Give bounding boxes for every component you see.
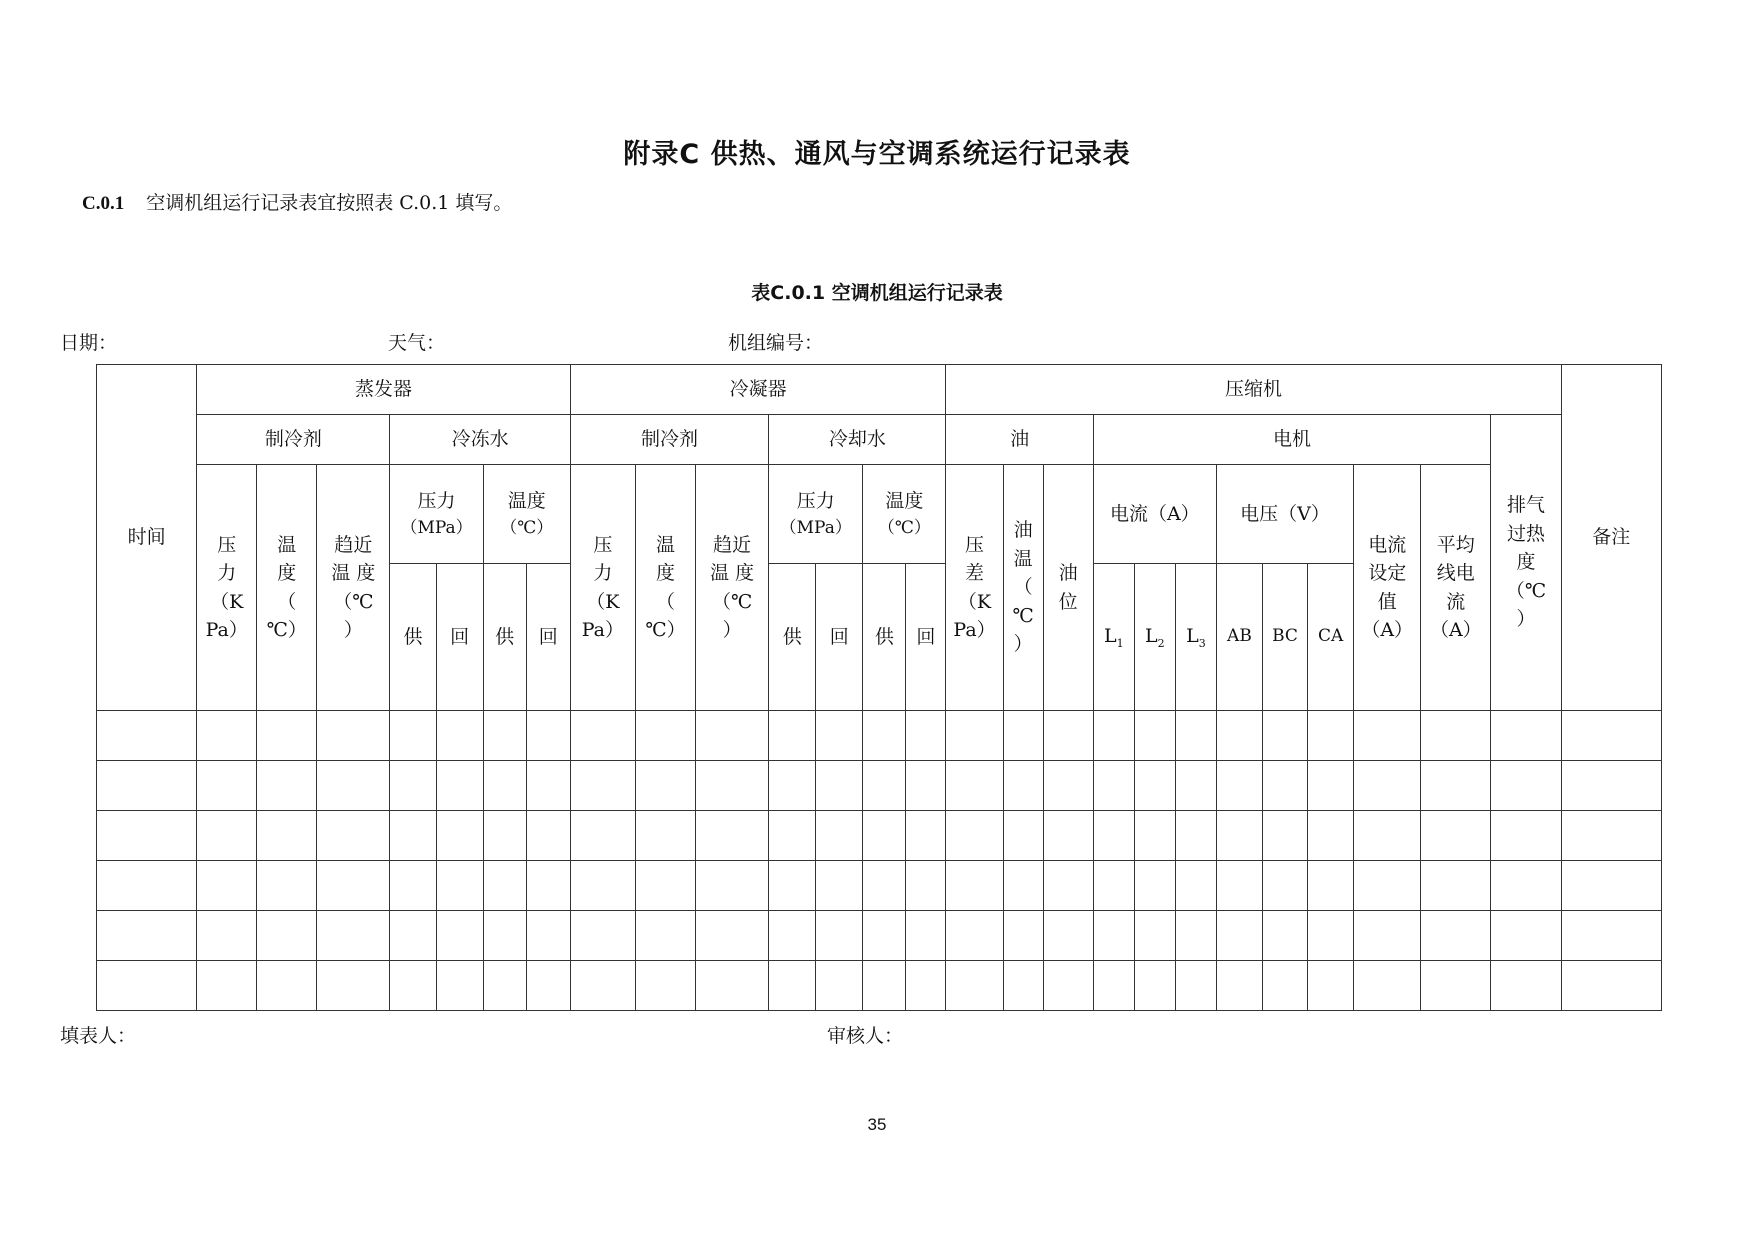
clause-text: 空调机组运行记录表宜按照表 C.0.1 填写。 bbox=[146, 192, 513, 214]
entry-cell[interactable] bbox=[1491, 961, 1561, 1011]
header-cooling-temperature: 温度 （℃） bbox=[863, 465, 946, 564]
header-chilled-supply-temp: 供 bbox=[483, 564, 526, 711]
entry-cell[interactable] bbox=[1354, 811, 1421, 861]
entry-cell[interactable] bbox=[1421, 761, 1491, 811]
entry-cell[interactable] bbox=[483, 711, 526, 761]
unit-number-label: 机组编号： bbox=[728, 332, 824, 354]
header-evap-temperature: 温 度 （ ℃） bbox=[257, 465, 317, 711]
entry-cell[interactable] bbox=[946, 911, 1003, 961]
header-current-l1: $L_1$ bbox=[1093, 564, 1134, 711]
entry-cell[interactable] bbox=[816, 711, 863, 761]
entry-cell[interactable] bbox=[863, 911, 906, 961]
entry-cell[interactable] bbox=[1421, 861, 1491, 911]
entry-cell[interactable] bbox=[197, 811, 257, 861]
entry-cell[interactable] bbox=[635, 911, 695, 961]
entry-cell[interactable] bbox=[483, 911, 526, 961]
header-voltage: 电压（V） bbox=[1216, 465, 1353, 564]
entry-cell[interactable] bbox=[1561, 711, 1661, 761]
entry-cell[interactable] bbox=[1262, 861, 1307, 911]
entry-cell[interactable] bbox=[1262, 811, 1307, 861]
entry-cell[interactable] bbox=[436, 711, 483, 761]
header-chilled-pressure: 压力 （MPa） bbox=[390, 465, 483, 564]
entry-cell[interactable] bbox=[1093, 911, 1134, 961]
entry-cell[interactable] bbox=[483, 961, 526, 1011]
header-oil-temperature: 油 温 （ ℃ ） bbox=[1003, 465, 1043, 711]
entry-cell[interactable] bbox=[816, 861, 863, 911]
header-cooling-pressure: 压力 （MPa） bbox=[769, 465, 863, 564]
entry-cell[interactable] bbox=[1308, 811, 1354, 861]
entry-cell[interactable] bbox=[1043, 911, 1093, 961]
entry-cell[interactable] bbox=[526, 861, 570, 911]
entry-cell[interactable] bbox=[1175, 961, 1216, 1011]
entry-cell[interactable] bbox=[1003, 761, 1043, 811]
entry-cell[interactable] bbox=[1175, 711, 1216, 761]
entry-cell[interactable] bbox=[863, 961, 906, 1011]
entry-cell[interactable] bbox=[946, 711, 1003, 761]
entry-cell[interactable] bbox=[863, 861, 906, 911]
entry-cell[interactable] bbox=[1262, 761, 1307, 811]
header-cooling-supply-pressure: 供 bbox=[769, 564, 816, 711]
header-current-l3: $L_3$ bbox=[1175, 564, 1216, 711]
header-cooling-return-pressure: 回 bbox=[816, 564, 863, 711]
header-oil: 油 bbox=[946, 415, 1093, 465]
entry-cell[interactable] bbox=[1561, 911, 1661, 961]
entry-cell[interactable] bbox=[390, 911, 436, 961]
entry-cell[interactable] bbox=[946, 961, 1003, 1011]
entry-cell[interactable] bbox=[526, 711, 570, 761]
entry-cell[interactable] bbox=[1134, 861, 1175, 911]
entry-cell[interactable] bbox=[1262, 711, 1307, 761]
entry-cell[interactable] bbox=[1175, 811, 1216, 861]
entry-cell[interactable] bbox=[1308, 861, 1354, 911]
entry-cell[interactable] bbox=[816, 911, 863, 961]
entry-cell[interactable] bbox=[1003, 811, 1043, 861]
entry-cell[interactable] bbox=[906, 711, 946, 761]
entry-cell[interactable] bbox=[1216, 961, 1262, 1011]
page-title: 附录C 供热、通风与空调系统运行记录表 bbox=[623, 139, 1131, 170]
entry-cell[interactable] bbox=[483, 861, 526, 911]
header-current-l2: $L_2$ bbox=[1134, 564, 1175, 711]
entry-cell[interactable] bbox=[1093, 961, 1134, 1011]
table-row bbox=[97, 911, 1662, 961]
date-label: 日期： bbox=[60, 332, 118, 354]
header-cooling-supply-temp: 供 bbox=[863, 564, 906, 711]
table-row bbox=[97, 811, 1662, 861]
entry-cell[interactable] bbox=[1561, 861, 1661, 911]
entry-cell[interactable] bbox=[317, 861, 390, 911]
header-chilled-water: 冷冻水 bbox=[390, 415, 570, 465]
entry-cell[interactable] bbox=[526, 911, 570, 961]
entry-cell[interactable] bbox=[1308, 961, 1354, 1011]
entry-cell[interactable] bbox=[1134, 761, 1175, 811]
page-number: 35 bbox=[867, 1115, 887, 1134]
entry-cell[interactable] bbox=[1354, 861, 1421, 911]
header-evaporator: 蒸发器 bbox=[197, 365, 571, 415]
entry-cell[interactable] bbox=[816, 811, 863, 861]
entry-cell[interactable] bbox=[526, 811, 570, 861]
entry-cell[interactable] bbox=[197, 861, 257, 911]
header-evap-refrigerant: 制冷剂 bbox=[197, 415, 390, 465]
entry-cell[interactable] bbox=[257, 961, 317, 1011]
entry-cell[interactable] bbox=[1175, 911, 1216, 961]
entry-cell[interactable] bbox=[257, 711, 317, 761]
entry-cell[interactable] bbox=[436, 811, 483, 861]
entry-cell[interactable] bbox=[483, 811, 526, 861]
header-chilled-return-temp: 回 bbox=[526, 564, 570, 711]
header-chilled-return-pressure: 回 bbox=[436, 564, 483, 711]
entry-cell[interactable] bbox=[570, 961, 635, 1011]
entry-cell[interactable] bbox=[946, 811, 1003, 861]
entry-cell[interactable] bbox=[1216, 861, 1262, 911]
entry-cell[interactable] bbox=[1262, 911, 1307, 961]
entry-cell[interactable] bbox=[696, 911, 769, 961]
entry-cell[interactable] bbox=[863, 811, 906, 861]
entry-cell[interactable] bbox=[1043, 711, 1093, 761]
header-voltage-ab: AB bbox=[1216, 564, 1262, 711]
entry-cell[interactable] bbox=[436, 961, 483, 1011]
entry-cell[interactable] bbox=[570, 911, 635, 961]
entry-cell[interactable] bbox=[1093, 761, 1134, 811]
entry-cell[interactable] bbox=[317, 761, 390, 811]
header-cond-pressure: 压 力 （K Pa） bbox=[570, 465, 635, 711]
entry-cell[interactable] bbox=[1043, 961, 1093, 1011]
entry-cell[interactable] bbox=[696, 861, 769, 911]
entry-cell[interactable] bbox=[635, 861, 695, 911]
entry-cell[interactable] bbox=[1561, 811, 1661, 861]
entry-cell[interactable] bbox=[696, 961, 769, 1011]
entry-cell[interactable] bbox=[1216, 811, 1262, 861]
entry-cell[interactable] bbox=[906, 811, 946, 861]
entry-cell[interactable] bbox=[317, 961, 390, 1011]
header-time: 时间 bbox=[97, 365, 197, 711]
header-remarks: 备注 bbox=[1561, 365, 1661, 711]
entry-cell[interactable] bbox=[1354, 911, 1421, 961]
entry-cell[interactable] bbox=[257, 811, 317, 861]
entry-cell[interactable] bbox=[1491, 911, 1561, 961]
header-voltage-ca: CA bbox=[1308, 564, 1354, 711]
header-voltage-bc: BC bbox=[1262, 564, 1307, 711]
entry-cell[interactable] bbox=[906, 911, 946, 961]
entry-cell[interactable] bbox=[635, 761, 695, 811]
entry-cell[interactable] bbox=[1043, 861, 1093, 911]
entry-cell[interactable] bbox=[1134, 811, 1175, 861]
entry-cell[interactable] bbox=[1491, 711, 1561, 761]
clause-c01 bbox=[82, 188, 512, 215]
entry-cell[interactable] bbox=[906, 761, 946, 811]
entry-cell[interactable] bbox=[1491, 811, 1561, 861]
filler-label: 填表人： bbox=[60, 1025, 137, 1047]
entry-cell[interactable] bbox=[863, 761, 906, 811]
entry-cell[interactable] bbox=[526, 961, 570, 1011]
entry-cell[interactable] bbox=[1093, 811, 1134, 861]
entry-cell[interactable] bbox=[906, 861, 946, 911]
reviewer-label: 审核人： bbox=[827, 1025, 904, 1047]
header-cooling-return-temp: 回 bbox=[906, 564, 946, 711]
entry-cell[interactable] bbox=[816, 961, 863, 1011]
entry-cell[interactable] bbox=[1421, 911, 1491, 961]
entry-cell[interactable] bbox=[1003, 911, 1043, 961]
entry-cell[interactable] bbox=[1262, 961, 1307, 1011]
entry-cell[interactable] bbox=[1043, 761, 1093, 811]
entry-cell[interactable] bbox=[1491, 861, 1561, 911]
entry-cell[interactable] bbox=[1043, 811, 1093, 861]
entry-cell[interactable] bbox=[769, 911, 816, 961]
clause-number: C.0.1 bbox=[82, 193, 125, 214]
entry-cell[interactable] bbox=[197, 711, 257, 761]
entry-cell[interactable] bbox=[1354, 961, 1421, 1011]
entry-cell[interactable] bbox=[570, 761, 635, 811]
entry-cell[interactable] bbox=[1308, 761, 1354, 811]
entry-cell[interactable] bbox=[390, 761, 436, 811]
entry-cell[interactable] bbox=[317, 911, 390, 961]
entry-cell[interactable] bbox=[570, 861, 635, 911]
entry-cell[interactable] bbox=[257, 861, 317, 911]
entry-cell[interactable] bbox=[1354, 761, 1421, 811]
entry-cell[interactable] bbox=[816, 761, 863, 811]
entry-cell[interactable] bbox=[769, 761, 816, 811]
entry-cell[interactable] bbox=[526, 761, 570, 811]
header-oil-pressure-diff: 压 差 （K Pa） bbox=[946, 465, 1003, 711]
entry-cell[interactable] bbox=[97, 811, 197, 861]
header-motor: 电机 bbox=[1093, 415, 1491, 465]
header-exhaust-superheat: 排气 过热 度 （℃ ） bbox=[1491, 415, 1561, 711]
entry-cell[interactable] bbox=[257, 911, 317, 961]
entry-cell[interactable] bbox=[696, 811, 769, 861]
header-evap-pressure: 压 力 （K Pa） bbox=[197, 465, 257, 711]
entry-cell[interactable] bbox=[1134, 711, 1175, 761]
entry-cell[interactable] bbox=[570, 811, 635, 861]
header-cond-temperature: 温 度 （ ℃） bbox=[635, 465, 695, 711]
entry-cell[interactable] bbox=[1308, 711, 1354, 761]
header-compressor: 压缩机 bbox=[946, 365, 1561, 415]
entry-cell[interactable] bbox=[1175, 861, 1216, 911]
header-chilled-supply-pressure: 供 bbox=[390, 564, 436, 711]
entry-cell[interactable] bbox=[97, 911, 197, 961]
entry-cell[interactable] bbox=[1093, 711, 1134, 761]
entry-cell[interactable] bbox=[436, 761, 483, 811]
entry-cell[interactable] bbox=[696, 761, 769, 811]
entry-cell[interactable] bbox=[483, 761, 526, 811]
entry-cell[interactable] bbox=[1003, 861, 1043, 911]
table-row bbox=[97, 711, 1662, 761]
entry-cell[interactable] bbox=[436, 911, 483, 961]
header-oil-level: 油 位 bbox=[1043, 465, 1093, 711]
entry-cell[interactable] bbox=[769, 961, 816, 1011]
entry-cell[interactable] bbox=[197, 961, 257, 1011]
entry-cell[interactable] bbox=[97, 861, 197, 911]
air-conditioning-unit-log-table bbox=[96, 364, 1662, 1011]
table-row bbox=[97, 861, 1662, 911]
entry-cell[interactable] bbox=[1216, 911, 1262, 961]
header-avg-line-current: 平均 线电 流 （A） bbox=[1421, 465, 1491, 711]
entry-cell[interactable] bbox=[1421, 961, 1491, 1011]
table-row bbox=[97, 961, 1662, 1011]
entry-cell[interactable] bbox=[1216, 711, 1262, 761]
entry-cell[interactable] bbox=[1491, 761, 1561, 811]
header-evap-approach-temp: 趋近 温 度 （℃ ） bbox=[317, 465, 390, 711]
header-current: 电流（A） bbox=[1093, 465, 1216, 564]
entry-cell[interactable] bbox=[635, 711, 695, 761]
entry-cell[interactable] bbox=[635, 811, 695, 861]
entry-cell[interactable] bbox=[1134, 961, 1175, 1011]
entry-cell[interactable] bbox=[1421, 811, 1491, 861]
entry-cell[interactable] bbox=[97, 961, 197, 1011]
header-cooling-water: 冷却水 bbox=[769, 415, 946, 465]
table-row bbox=[97, 761, 1662, 811]
entry-cell[interactable] bbox=[1003, 711, 1043, 761]
entry-cell[interactable] bbox=[317, 711, 390, 761]
entry-cell[interactable] bbox=[197, 911, 257, 961]
entry-cell[interactable] bbox=[570, 711, 635, 761]
entry-cell[interactable] bbox=[97, 711, 197, 761]
entry-cell[interactable] bbox=[436, 861, 483, 911]
entry-cell[interactable] bbox=[390, 711, 436, 761]
entry-cell[interactable] bbox=[1308, 911, 1354, 961]
entry-cell[interactable] bbox=[390, 861, 436, 911]
entry-cell[interactable] bbox=[946, 761, 1003, 811]
entry-cell[interactable] bbox=[257, 761, 317, 811]
header-cond-refrigerant: 制冷剂 bbox=[570, 415, 768, 465]
header-cond-approach-temp: 趋近 温 度 （℃ ） bbox=[696, 465, 769, 711]
entry-cell[interactable] bbox=[1093, 861, 1134, 911]
entry-cell[interactable] bbox=[1134, 911, 1175, 961]
entry-cell[interactable] bbox=[390, 811, 436, 861]
entry-cell[interactable] bbox=[1003, 961, 1043, 1011]
entry-cell[interactable] bbox=[197, 761, 257, 811]
header-condenser: 冷凝器 bbox=[570, 365, 946, 415]
entry-cell[interactable] bbox=[97, 761, 197, 811]
entry-cell[interactable] bbox=[1561, 761, 1661, 811]
entry-cell[interactable] bbox=[635, 961, 695, 1011]
entry-cell[interactable] bbox=[769, 811, 816, 861]
entry-cell[interactable] bbox=[769, 711, 816, 761]
entry-cell[interactable] bbox=[696, 711, 769, 761]
entry-cell[interactable] bbox=[906, 961, 946, 1011]
entry-cell[interactable] bbox=[317, 811, 390, 861]
entry-cell[interactable] bbox=[1175, 761, 1216, 811]
entry-cell[interactable] bbox=[863, 711, 906, 761]
weather-label: 天气： bbox=[388, 332, 446, 354]
entry-cell[interactable] bbox=[1354, 711, 1421, 761]
header-chilled-temperature: 温度 （℃） bbox=[483, 465, 570, 564]
entry-cell[interactable] bbox=[769, 861, 816, 911]
header-current-setpoint: 电流 设定 值 （A） bbox=[1354, 465, 1421, 711]
entry-cell[interactable] bbox=[1216, 761, 1262, 811]
table-caption: 表C.0.1 空调机组运行记录表 bbox=[751, 282, 1003, 304]
entry-cell[interactable] bbox=[390, 961, 436, 1011]
entry-cell[interactable] bbox=[1561, 961, 1661, 1011]
entry-cell[interactable] bbox=[1421, 711, 1491, 761]
entry-cell[interactable] bbox=[946, 861, 1003, 911]
